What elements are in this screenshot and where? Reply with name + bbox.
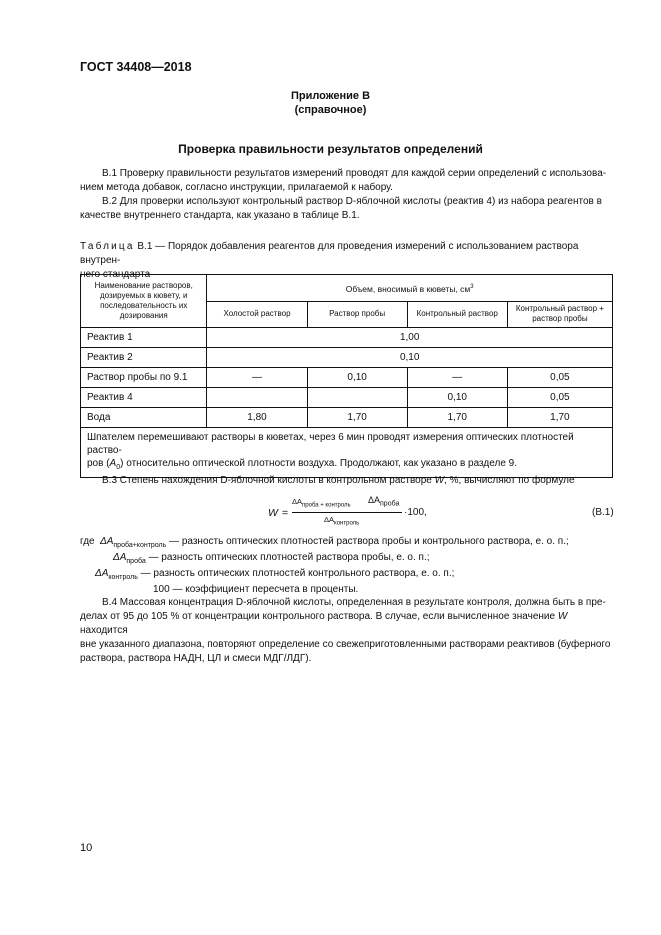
paragraph-line: В.2 Для проверки используют контрольный раствор D-яблочной кислоты (реактив 4) из набора реагентов в [102, 196, 602, 207]
where-description: — разность оптических плотностей контрольного раствора, е. о. п.; [137, 568, 455, 579]
header-solution-names: Наименование растворов, дозируемых в кювету, и последовательность их дозирования [81, 275, 207, 328]
section-title: Проверка правильности результатов определений [178, 142, 483, 156]
where-prefix: где [80, 536, 95, 547]
formula-multiplier: ·100, [404, 507, 427, 518]
formula-delta-a: ΔA [292, 497, 303, 506]
annex-title: Приложение В [290, 90, 371, 102]
paragraph-line: раствора, раствора НАДН, ЦЛ и смеси МДГ/ЛДГ). [80, 653, 312, 664]
paragraph-line: вне указанного диапазона, повторяют определение со свежеприготовленными растворами реактивов (буферного [80, 639, 611, 650]
table-note-line: Шпателем перемешивают растворы в кюветах, через 6 мин проводят измерения оптических плотностей раство- [87, 432, 574, 456]
where-description: — коэффициент пересчета в проценты. [169, 584, 359, 595]
cell-value: — [407, 368, 507, 388]
subheader-control: Контрольный раствор [407, 301, 507, 328]
paragraph-line [80, 610, 614, 638]
table-caption-line: него стандарта [80, 269, 151, 280]
formula-subscript: проба [380, 500, 400, 508]
cell-value [307, 388, 407, 408]
table-note-text: ) относительно оптической плотности воздуха. Продолжают, как указано в разделе 9. [120, 458, 517, 469]
subheader-blank: Холостой раствор [207, 301, 307, 328]
variable-w: W [557, 611, 568, 622]
formula-equals: = [282, 507, 289, 519]
paragraph-line: нием метода добавок, согласно инструкции, прилагаемой к набору. [80, 182, 393, 193]
paragraph-line: качестве внутреннего стандарта, как указано в таблице В.1. [80, 210, 360, 221]
cell-value: 1,80 [207, 408, 307, 428]
cell-value [207, 388, 307, 408]
cell-value: — [207, 368, 307, 388]
table-note [81, 428, 613, 478]
where-item [80, 566, 620, 582]
paragraph-b4 [80, 596, 614, 666]
cell-value: 0,10 [407, 388, 507, 408]
paragraph-line [80, 474, 614, 488]
cell-value: 1,70 [407, 408, 507, 428]
absorbance-subscript: 0 [116, 464, 121, 471]
subheader-sample: Раствор пробы [307, 301, 407, 328]
page-number: 10 [80, 842, 93, 854]
formula-b1 [262, 495, 462, 530]
b4-text: делах от 95 до 105 % от концентрации контрольного раствора. В случае, если вычисленное значение [80, 611, 558, 622]
where-symbol: ΔA [100, 536, 114, 547]
where-item [80, 550, 620, 566]
header-volume-unit-sup: 3 [470, 283, 474, 290]
where-symbol: 100 [153, 584, 170, 595]
row-name: Реактив 1 [81, 328, 207, 348]
table-row [81, 408, 613, 428]
table-note-row [81, 428, 613, 478]
cell-value: 0,10 [307, 368, 407, 388]
paragraph-b2 [80, 195, 614, 223]
where-description: — разность оптических плотностей раствора пробы, е. о. п.; [145, 552, 430, 563]
document-code: ГОСТ 34408—2018 [80, 60, 192, 74]
where-description: — разность оптических плотностей раствора пробы и контрольного раствора, е. о. п.; [166, 536, 569, 547]
formula-delta-a: ΔA [324, 515, 335, 524]
formula-subscript: проба + контроль [302, 502, 351, 509]
paragraph-line: В.4 Массовая концентрация D-яблочной кислоты, определенная в результате контроля, должна быть в пре- [102, 597, 606, 608]
paragraph-b1 [80, 167, 614, 195]
cell-value: 0,05 [507, 388, 612, 408]
row-name: Вода [81, 408, 207, 428]
annex-subtitle: (справочное) [294, 104, 367, 116]
where-subscript: контроль [108, 574, 138, 581]
table-caption-label: Таблица [80, 241, 135, 252]
table-note-text: ров ( [87, 458, 110, 469]
where-symbol: ΔA [95, 568, 109, 579]
row-name: Раствор пробы по 9.1 [81, 368, 207, 388]
cell-value: 1,70 [307, 408, 407, 428]
formula-lhs: W [268, 507, 278, 519]
absorbance-symbol: A [109, 458, 117, 469]
table-row [81, 348, 613, 368]
formula-numerator-2 [368, 495, 399, 507]
paragraph-b3 [80, 474, 614, 488]
formula-number: (В.1) [592, 507, 614, 518]
table-row [81, 388, 613, 408]
row-name: Реактив 2 [81, 348, 207, 368]
formula-denominator [324, 515, 359, 526]
where-subscript: проба [126, 558, 146, 565]
reagents-table [80, 274, 613, 478]
b4-text: находится [80, 625, 128, 636]
table-row [81, 368, 613, 388]
formula-delta-a: ΔA [368, 495, 381, 505]
variable-w: W [434, 475, 445, 486]
paragraph-line: В.1 Проверку правильности результатов измерений проводят для каждой серии определений с использова- [102, 168, 607, 179]
row-merged-value: 0,10 [207, 348, 613, 368]
header-volume-text: Объем, вносимый в кюветы, см [345, 283, 471, 294]
header-volume-group [207, 275, 613, 302]
where-subscript: проба+контроль [113, 542, 167, 549]
table-header-row [81, 275, 613, 302]
table-row [81, 328, 613, 348]
formula-subscript: контроль [334, 520, 360, 527]
b3-text: , %, вычисляют по формуле [444, 475, 575, 486]
fraction-bar [292, 512, 402, 513]
table-caption-text: В.1 — Порядок добавления реагентов для проведения измерений с использованием раствора внутрен- [80, 241, 579, 266]
cell-value: 1,70 [507, 408, 612, 428]
where-item [80, 534, 620, 550]
formula-numerator-1 [292, 497, 351, 508]
table-note-line [87, 457, 606, 474]
cell-value: 0,05 [507, 368, 612, 388]
table-caption-line [80, 240, 614, 268]
subheader-control-plus-sample: Контрольный раствор + раствор пробы [507, 301, 612, 328]
row-merged-value: 1,00 [207, 328, 613, 348]
where-list [80, 534, 620, 598]
b3-text: В.3 Степень нахождения D-яблочной кислоты в контрольном растворе [102, 475, 435, 486]
where-symbol: ΔA [113, 552, 127, 563]
row-name: Реактив 4 [81, 388, 207, 408]
